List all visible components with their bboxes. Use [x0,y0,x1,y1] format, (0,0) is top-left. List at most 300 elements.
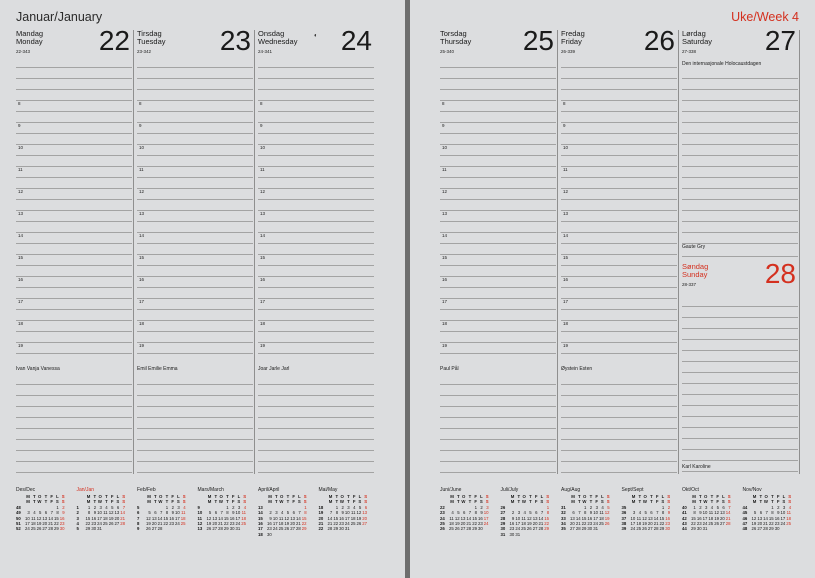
weekday-label: S [661,499,665,505]
date-cell: 27 [757,526,763,532]
weekday-label: F [534,494,538,499]
date-cell: 17 [344,515,350,521]
ruled-line [137,232,253,233]
ruled-line [258,133,374,134]
week-number: 29 [500,521,506,527]
ruled-line [561,78,677,79]
hour-label: 9 [260,123,263,128]
date-cell: 6 [44,510,48,516]
date-cell: 14 [327,515,333,521]
weekday-label: T [710,494,714,499]
week-number: 18 [258,531,263,537]
date-cell: 29 [472,526,477,532]
date-cell: 12 [604,510,610,516]
date-cell: 27 [42,526,48,532]
weekday-label: F [776,499,780,505]
weekday-label: O [219,494,223,499]
date-cell: 29 [85,526,91,532]
ruled-line [561,100,677,101]
date-cell: 23 [339,521,344,527]
weekday-label: T [105,494,108,499]
week-number: 50 [16,515,21,521]
date-cell: 27 [151,526,157,532]
weekday-label: T [638,494,642,499]
date-cell: 26 [454,526,460,532]
ruled-line [258,287,374,288]
weekday-label: M [26,499,30,505]
day-of-year: 23-342 [137,49,152,54]
hour-label: 17 [442,299,448,304]
day-name [561,30,585,46]
hour-label: 19 [18,343,24,348]
date-cell: 31 [515,531,521,537]
ruled-line [561,428,677,429]
date-cell: 30 [587,526,593,532]
ruled-line [16,155,132,156]
date-cell: 2 [341,504,344,510]
date-cell: 26 [36,526,42,532]
hour-label: 11 [139,167,144,172]
day-number: 28 [764,258,796,289]
week-number: 37 [621,515,627,521]
hour-label: 14 [563,233,569,238]
ruled-line [16,428,132,429]
weekday-label: W [763,499,768,505]
date-cell: 8 [661,510,665,516]
weekday-label: S [727,499,731,505]
date-cell: 28 [725,521,731,527]
hour-label: 8 [442,101,445,106]
month-title: Januar/January [16,10,103,24]
weekday-label: M [207,499,212,505]
weekday-label: M [571,499,575,505]
ruled-line [137,210,253,211]
weekday-label: M [268,494,272,499]
date-cell: 23 [587,521,593,527]
date-cell: 1 [693,504,696,510]
date-cell: 26 [284,526,290,532]
date-cell: 11 [521,515,526,521]
ruled-line [561,309,677,310]
ruled-line [440,199,556,200]
date-cell: 29 [544,526,550,532]
date-cell: 15 [544,515,550,521]
date-cell: 2 [269,510,272,516]
date-cell: 8 [693,510,696,516]
hour-label: 9 [139,123,142,128]
ruled-line [561,166,677,167]
date-cell: 13 [720,510,725,516]
date-cell: 8 [304,510,307,516]
day-name-no: Søndag [682,262,709,271]
hour-label: 12 [442,189,448,194]
ruled-line [561,342,677,343]
ruled-line [561,243,677,244]
hour-label: 16 [260,277,266,282]
weekday-label: S [297,499,301,505]
week-number: 49 [16,510,21,516]
date-cell: 16 [339,515,344,521]
date-cell: 5 [716,504,719,510]
date-cell: 16 [169,515,174,521]
weekday-label: S [540,499,544,505]
ruled-line [16,384,132,385]
date-cell: 18 [786,515,792,521]
date-cell: 29 [223,526,229,532]
mini-calendar-title: Juni/June [440,487,462,493]
week-number: 43 [682,521,687,527]
date-cell: 6 [759,510,763,516]
weekday-label: M [510,494,515,499]
week-number: 48 [16,504,21,510]
date-cell: 5 [358,504,362,510]
ruled-line [682,133,798,134]
date-cell: 3 [595,504,598,510]
date-cell: 23 [229,521,235,527]
ruled-line [682,122,798,123]
date-cell: 29 [691,526,696,532]
ruled-line [561,439,677,440]
weekday-label: F [474,499,477,505]
date-cell: 24 [780,521,786,527]
date-cell: 26 [108,521,114,527]
day-name-en: Sunday [682,270,708,279]
week-number: 13 [197,526,203,532]
ruled-line [258,78,374,79]
date-cell: 4 [243,504,247,510]
ruled-line [440,67,556,68]
weekday-label: L [298,494,301,499]
ruled-line [137,133,253,134]
weekday-label: M [692,499,696,505]
date-cell: 25 [350,521,356,527]
date-cell: 18 [180,515,186,521]
date-cell: 24 [702,521,708,527]
ruled-line [258,353,374,354]
date-cell: 5 [457,510,460,516]
week-number: 47 [742,521,748,527]
weekday-label: W [158,499,163,505]
ruled-line [682,394,798,395]
hour-label: 9 [18,123,21,128]
ruled-line [682,177,798,178]
date-cell: 12 [642,515,647,521]
name-day-names: Ivan Vanja Vanessa [16,366,60,372]
weekday-label: T [335,494,339,499]
date-cell: 27 [290,526,295,532]
weekday-label: F [534,499,538,505]
ruled-line [682,405,798,406]
week-number: 48 [742,526,748,532]
date-cell: 19 [284,521,290,527]
date-cell: 13 [647,515,653,521]
hour-label: 15 [260,255,266,260]
date-cell: 11 [449,515,454,521]
ruled-line [137,155,253,156]
ruled-line [16,199,132,200]
hour-label: 13 [139,211,145,216]
weekday-label: W [218,499,223,505]
date-cell: 15 [163,515,169,521]
ruled-line [561,221,677,222]
date-cell: 25 [708,521,714,527]
weekday-label: L [661,494,665,499]
hour-label: 11 [442,167,447,172]
weekday-label: T [529,494,532,499]
date-cell: 22 [54,521,59,527]
weekday-label: F [292,494,295,499]
mini-calendar [198,487,256,532]
mini-calendar-title: Des/Dec [16,487,36,493]
date-cell: 1 [165,504,169,510]
date-cell: 13 [114,510,120,516]
mini-calendar-title: April/April [258,487,280,493]
hour-label: 18 [139,321,145,326]
weekday-label: F [474,494,477,499]
ruled-line [137,78,253,79]
date-cell: 8 [584,510,587,516]
day-name-en: Thursday [440,37,472,46]
date-cell: 26 [714,521,719,527]
ruled-line [682,144,798,145]
date-cell: 23 [774,521,780,527]
hour-label: 13 [18,211,24,216]
weekday-label: S [55,499,59,505]
ruled-line [561,320,677,321]
weekday-label: F [716,499,719,505]
weekday-label: T [589,499,593,505]
hour-label: 10 [18,145,24,150]
date-cell: 26 [206,526,212,532]
date-cell: 23 [478,521,483,527]
weekday-label: F [110,499,114,505]
weekday-label: S [61,499,65,505]
date-cell: 30 [509,531,515,537]
ruled-line [258,100,374,101]
right-page [410,0,815,578]
ruled-line [137,353,253,354]
date-cell: 10 [630,515,636,521]
date-cell: 16 [509,521,515,527]
hour-label: 19 [260,343,266,348]
ruled-line [561,331,677,332]
ruled-line [440,428,556,429]
weekday-label: T [698,499,702,505]
ruled-line [16,395,132,396]
ruled-line [137,243,253,244]
hour-label: 16 [442,277,448,282]
ruled-line [137,450,253,451]
date-cell: 11 [278,515,284,521]
weekday-label: T [517,494,521,499]
date-cell: 13 [151,515,157,521]
weekday-label: L [540,494,544,499]
date-cell: 4 [33,510,36,516]
ruled-line [682,199,798,200]
day-number: 22 [98,25,130,56]
weekday-label: F [595,499,598,505]
ruled-line [682,427,798,428]
weekday-label: S [122,494,126,499]
date-cell: 3 [99,504,102,510]
weekday-label: S [182,494,186,499]
ruled-line [258,177,374,178]
ruled-line [137,122,253,123]
date-cell [180,526,186,531]
date-cell: 15 [691,515,696,521]
mini-calendar [682,487,740,532]
ruled-line [440,353,556,354]
week-number: 51 [16,521,21,527]
day-number: 26 [643,25,675,56]
ruled-line [137,177,253,178]
ruled-line [440,320,556,321]
ruled-line [137,254,253,255]
date-cell: 6 [364,504,368,510]
week-number: 22 [440,504,445,510]
ruled-line [16,144,132,145]
date-cell: 6 [650,510,653,516]
date-cell: 25 [30,526,36,532]
weekday-label: T [214,499,218,505]
ruled-line [682,317,798,318]
ruled-line [137,276,253,277]
hour-label: 19 [139,343,145,348]
date-cell: 18 [278,521,284,527]
weekday-label: L [480,494,483,499]
date-cell: 20 [570,521,575,527]
date-cell: 27 [647,526,653,532]
weekday-label: T [529,499,532,505]
day-name-no: Torsdag [440,29,467,38]
ruled-line [16,320,132,321]
date-cell: 23 [509,526,515,532]
date-cell: 3 [347,504,350,510]
date-cell: 13 [757,515,763,521]
weekday-label: L [722,494,725,499]
mini-calendar [622,487,680,532]
date-cell: 30 [696,526,702,532]
ruled-line [16,221,132,222]
weekday-label: O [583,494,587,499]
date-cell: 20 [757,521,763,527]
ruled-line [137,417,253,418]
date-cell: 11 [31,515,36,521]
date-cell: 24 [344,521,350,527]
hour-label: 11 [563,167,568,172]
weekday-label: S [243,499,247,505]
date-cell: 19 [146,521,151,527]
weekday-label: S [479,499,483,505]
date-cell: 15 [472,515,477,521]
ruled-line [682,210,798,211]
mini-calendar-week [440,526,498,531]
ruled-line [137,100,253,101]
ruled-line [682,438,798,439]
week-number: 31 [500,531,506,537]
date-cell: 25 [599,521,604,527]
date-cell: 12 [206,515,212,521]
weekday-label: M [328,499,333,505]
week-number: 26 [440,526,445,532]
ruled-line [561,461,677,462]
name-day-names: Paul Pål [440,366,459,372]
date-cell: 7 [122,504,126,510]
ruled-line [440,331,556,332]
date-cell: 9 [667,510,671,516]
date-cell: 25 [521,526,526,532]
date-cell: 2 [171,504,174,510]
date-cell: 10 [702,510,708,516]
ruled-line [16,67,132,68]
day-name-en: Friday [561,37,582,46]
ruled-line [258,276,374,277]
date-cell: 16 [59,515,65,521]
ruled-line [561,111,677,112]
hour-label: 18 [18,321,24,326]
date-cell: 29 [768,526,774,532]
date-cell: 16 [91,515,97,521]
date-cell: 15 [54,515,59,521]
date-cell: 30 [665,526,671,532]
date-cell: 19 [356,515,362,521]
hour-label: 10 [260,145,266,150]
date-cell: 12 [146,515,151,521]
date-cell: 22 [333,521,339,527]
date-cell: 5 [644,510,647,516]
weekday-label: T [44,494,48,499]
weekday-label: T [93,499,97,505]
weekday-label: S [546,494,550,499]
weekday-label: M [86,494,91,499]
date-cell: 19 [714,515,719,521]
date-cell: 19 [526,521,532,527]
week-number: 35 [621,504,627,510]
date-cell: 10 [97,510,102,516]
day-of-year: 28-337 [682,282,697,287]
weekday-label: F [716,494,719,499]
date-cell: 28 [157,526,163,532]
date-cell: 9 [171,510,174,516]
week-number: 22 [318,526,324,532]
day-number: 25 [522,25,554,56]
ruled-line [561,232,677,233]
date-cell: 5 [208,510,212,516]
ruled-line [440,111,556,112]
date-cell: 8 [546,510,550,516]
weekday-label: T [698,494,702,499]
date-cell: 21 [120,515,126,521]
weekday-label: T [165,499,169,505]
weekday-label: T [771,494,774,499]
ruled-line [258,166,374,167]
weekday-label: L [358,494,362,499]
week-number: 9 [137,526,140,532]
weekday-label: O [98,494,102,499]
week-number: 4 [76,521,79,527]
date-cell: 1 [546,504,550,510]
name-day-names: Karl Karoline [682,464,711,470]
ruled-line [682,166,798,167]
date-cell: 1 [304,504,307,510]
week-number: 24 [440,515,445,521]
date-cell: 18 [599,515,604,521]
week-number: 28 [500,515,506,521]
weekday-label: F [50,499,53,505]
ruled-line [16,276,132,277]
date-cell: 28 [466,526,472,532]
date-cell: 9 [480,510,483,516]
